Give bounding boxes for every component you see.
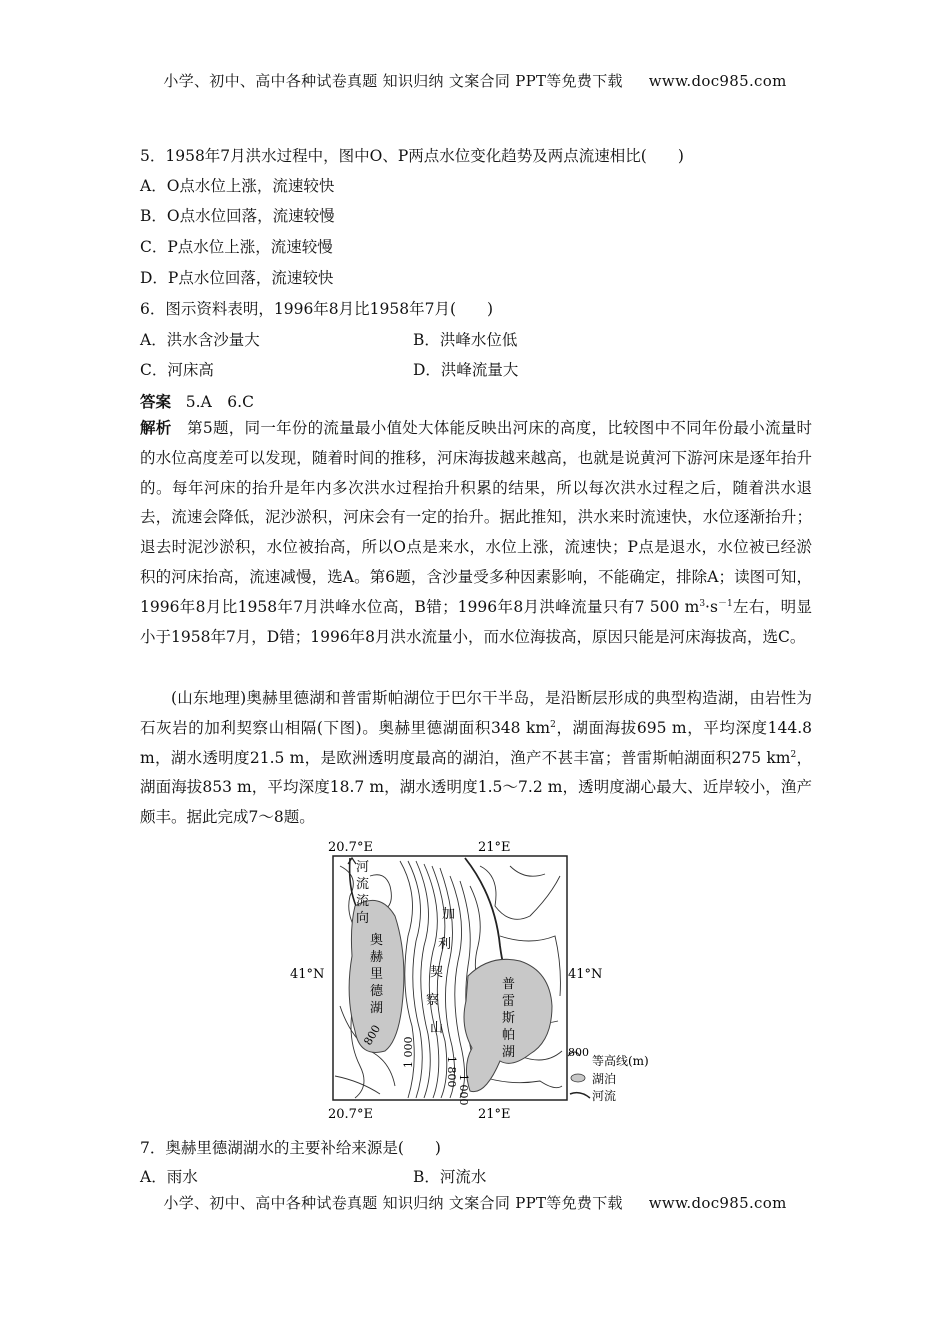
mountain-char: 山 [430,1021,444,1036]
contour-label: 1 000 [457,1074,470,1106]
lon-label-top-right: 21°E [478,840,511,855]
lake1-char: 赫 [370,950,384,965]
header-text: 小学、初中、高中各种试卷真题 知识归纳 文案合同 PPT等免费下载 [163,72,623,90]
lake2-char: 帕 [502,1028,516,1043]
intro-text-1: (山东地理)奥赫里德湖和普雷斯帕湖位于巴尔干半岛，是沿断层形成的典型构造湖，由岩性为石灰岩的加利契察山相隔(下图)。奥赫里德湖面积348 km [140,689,812,737]
contour-label: 1 000 [402,1036,415,1068]
q6-option-b: B．洪峰水位低 [413,331,518,349]
footer-url[interactable]: www.doc985.com [648,1194,787,1212]
contour-label: 1 800 [445,1056,458,1088]
mountain-char: 契 [430,965,444,980]
footer-text: 小学、初中、高中各种试卷真题 知识归纳 文案合同 PPT等免费下载 [163,1194,623,1212]
q6-option-d: D．洪峰流量大 [413,361,519,379]
legend-river-label: 河流 [592,1089,617,1103]
legend-river-icon [570,1093,590,1098]
answer-text: 5.A 6.C [185,393,254,411]
lake2-char: 斯 [502,1011,516,1026]
intro-text-3: ，湖面海拔853 m，平均深度18.7 m，湖水透明度1.5～7.2 m，透明度湖心最大、近岸较小，渔产颇丰。据此完成7～8题。 [140,748,812,827]
q5-option-b: B．O点水位回落，流速较慢 [140,207,335,225]
lat-label-left: 41°N [290,967,325,982]
lon-label-bottom-left: 20.7°E [328,1107,373,1122]
legend-contour-label: 等高线(m) [592,1054,649,1068]
lake2-char: 雷 [502,994,516,1009]
q5-option-a: A．O点水位上涨，流速较快 [140,177,335,195]
q6-option-c: C．河床高 [140,361,214,379]
analysis-text-end: 左右，明显小于1958年7月，D错；1996年8月洪水流量小，而水位海拔高，原因只能是河床海拔高，选C。 [140,597,812,646]
lake-map-figure [290,836,680,1136]
unit-sup: －1 [717,598,733,609]
q7-option-b: B．河流水 [413,1168,487,1186]
page-header [0,70,950,91]
unit-sup: 3 [699,598,706,609]
analysis-text: 第5题，同一年份的流量最小值处大体能反映出河床的高度，比较图中不同年份最小流量时的水位高度差可以发现，随着时间的推移，河床海拔越来越高，也就是说黄河下游河床是逐年抬升的。每年河床的抬升是年内多次洪水过程抬升积累的结果，所以每次洪水过程之后，随着洪水退去，流速会降低，泥沙淤积，河床会有一定的抬升。据此推知，洪水来时流速快，水位逐渐抬升；退去时泥沙淤积，水位被抬高，所以O点是来水，水位上涨，流速快；P点是退水，水位被已经淤积的河床抬高，流速减慢，选A。第6题，含沙量受多种因素影响，不能确定，排除A；读图可知，1996年8月比1958年7月洪峰水位高，B错；1996年8月洪峰流量只有7 500 m [140,419,812,616]
mountain-char: 加 [442,907,456,922]
lake-map-svg [290,836,680,1136]
q5-option-d: D．P点水位回落，流速较快 [140,269,334,287]
analysis-label: 解析 [140,419,172,437]
mountain-char: 利 [438,937,452,952]
lat-label-right: 41°N [568,967,603,982]
intro-text-2: ，湖面海拔695 m，平均深度144.8 m，湖水透明度21.5 m，是欧洲透明度最高的湖泊，渔产不甚丰富；普雷斯帕湖面积275 km [140,718,812,767]
q6-option-a: A．洪水含沙量大 [140,331,260,349]
lake1-char: 德 [370,984,384,999]
river-dir-char: 流 [356,894,370,909]
q7-option-a: A．雨水 [140,1168,198,1186]
legend-lake-icon [571,1074,585,1082]
analysis-paragraph [140,414,812,652]
legend-lake-label: 湖泊 [592,1072,617,1086]
lon-label-top-left: 20.7°E [328,840,373,855]
q5-option-c: C．P点水位上涨，流速较慢 [140,238,333,256]
area-sup: 2 [790,749,797,760]
lake2-char: 普 [502,977,516,992]
river-dir-char: 向 [356,911,370,926]
page-footer [0,1192,950,1213]
river-dir-char: 流 [356,877,370,892]
mountain-char: 察 [426,993,440,1008]
lon-label-bottom-right: 21°E [478,1107,511,1122]
lake1-char: 奥 [370,933,384,948]
unit-mid: ·s [705,597,718,616]
area-sup: 2 [550,719,556,730]
lake2-char: 湖 [502,1045,516,1060]
lake1-char: 里 [370,967,384,982]
contour-label: 800 [361,1022,384,1048]
river-dir-char: 河 [356,860,370,875]
q7-stem: 7．奥赫里德湖湖水的主要补给来源是( ) [140,1139,441,1157]
intro-paragraph [140,684,812,833]
q6-stem: 6．图示资料表明，1996年8月比1958年7月( ) [140,300,494,318]
lake1-char: 湖 [370,1001,384,1016]
header-url[interactable]: www.doc985.com [648,72,787,90]
legend-contour-value: 800 [568,1046,589,1059]
q5-stem: 5．1958年7月洪水过程中，图中O、P两点水位变化趋势及两点流速相比( ) [140,147,684,165]
answer-line [140,390,254,412]
answer-label: 答案 [140,393,172,411]
